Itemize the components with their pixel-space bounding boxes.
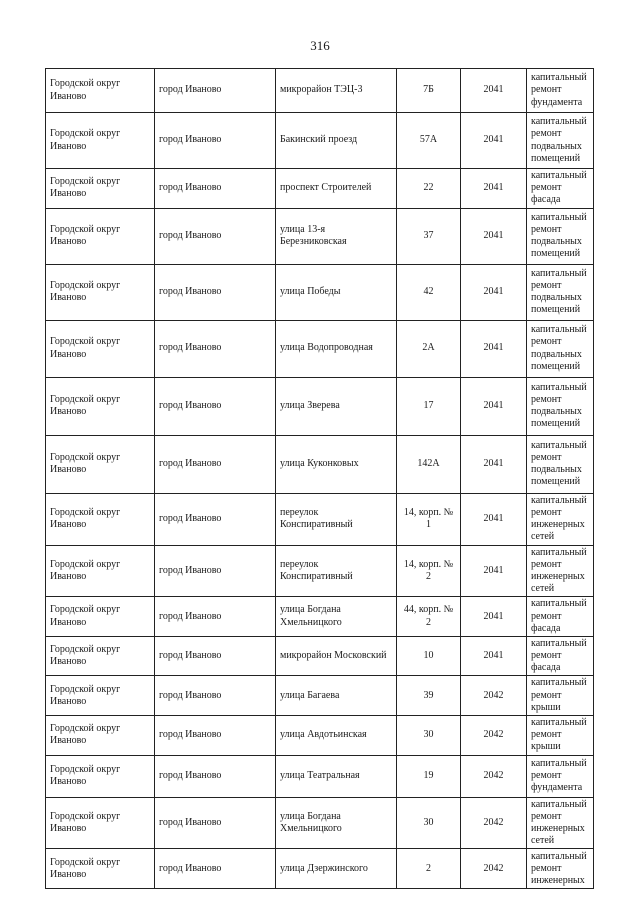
work-type-cell: капитальный ремонт подвальных помещений [527,208,594,264]
house-number-cell: 22 [397,169,461,209]
city-cell: город Иваново [155,113,276,169]
city-cell: город Иваново [155,208,276,264]
house-number-cell: 39 [397,676,461,716]
work-type-cell: капитальный ремонт подвальных помещений [527,435,594,493]
table-row [46,797,594,849]
district-cell: Городской округ Иваново [46,676,155,716]
district-cell: Городской округ Иваново [46,545,155,597]
street-cell: улица Победы [276,264,397,320]
year-cell: 2042 [461,716,527,756]
district-cell: Городской округ Иваново [46,113,155,169]
city-cell: город Иваново [155,849,276,889]
year-cell: 2042 [461,676,527,716]
street-cell: улица 13-я Березниковская [276,208,397,264]
street-cell: улица Багаева [276,676,397,716]
street-cell: улица Зверева [276,377,397,435]
repair-schedule-table [45,68,594,889]
year-cell: 2042 [461,755,527,797]
district-cell: Городской округ Иваново [46,435,155,493]
city-cell: город Иваново [155,755,276,797]
house-number-cell: 57А [397,113,461,169]
city-cell: город Иваново [155,169,276,209]
table-row [46,208,594,264]
year-cell: 2041 [461,636,527,676]
house-number-cell: 19 [397,755,461,797]
district-cell: Городской округ Иваново [46,849,155,889]
district-cell: Городской округ Иваново [46,636,155,676]
house-number-cell: 37 [397,208,461,264]
district-cell: Городской округ Иваново [46,597,155,637]
house-number-cell: 17 [397,377,461,435]
district-cell: Городской округ Иваново [46,377,155,435]
house-number-cell: 30 [397,797,461,849]
street-cell: улица Богдана Хмельницкого [276,597,397,637]
street-cell: Бакинский проезд [276,113,397,169]
year-cell: 2041 [461,320,527,377]
year-cell: 2042 [461,797,527,849]
work-type-cell: капитальный ремонт крыши [527,676,594,716]
district-cell: Городской округ Иваново [46,320,155,377]
district-cell: Городской округ Иваново [46,208,155,264]
year-cell: 2042 [461,849,527,889]
year-cell: 2041 [461,545,527,597]
table-body [46,69,594,889]
table-row [46,716,594,756]
city-cell: город Иваново [155,435,276,493]
city-cell: город Иваново [155,797,276,849]
table-row [46,113,594,169]
house-number-cell: 2А [397,320,461,377]
district-cell: Городской округ Иваново [46,69,155,113]
table-row [46,435,594,493]
district-cell: Городской округ Иваново [46,716,155,756]
street-cell: улица Водопроводная [276,320,397,377]
year-cell: 2041 [461,435,527,493]
year-cell: 2041 [461,597,527,637]
street-cell: улица Дзержинского [276,849,397,889]
street-cell: проспект Строителей [276,169,397,209]
work-type-cell: капитальный ремонт инженерных сетей [527,493,594,545]
street-cell: улица Театральная [276,755,397,797]
street-cell: улица Куконковых [276,435,397,493]
work-type-cell: капитальный ремонт инженерных [527,849,594,889]
year-cell: 2041 [461,493,527,545]
city-cell: город Иваново [155,69,276,113]
city-cell: город Иваново [155,716,276,756]
work-type-cell: капитальный ремонт фасада [527,597,594,637]
house-number-cell: 14, корп. № 1 [397,493,461,545]
work-type-cell: капитальный ремонт фундамента [527,69,594,113]
district-cell: Городской округ Иваново [46,169,155,209]
table-row [46,676,594,716]
city-cell: город Иваново [155,545,276,597]
year-cell: 2041 [461,264,527,320]
work-type-cell: капитальный ремонт фасада [527,636,594,676]
city-cell: город Иваново [155,320,276,377]
city-cell: город Иваново [155,597,276,637]
work-type-cell: капитальный ремонт инженерных сетей [527,797,594,849]
street-cell: улица Авдотьинская [276,716,397,756]
work-type-cell: капитальный ремонт фундамента [527,755,594,797]
year-cell: 2041 [461,69,527,113]
page-number: 316 [310,38,330,53]
street-cell: переулок Конспиративный [276,545,397,597]
table-row [46,320,594,377]
work-type-cell: капитальный ремонт подвальных помещений [527,377,594,435]
house-number-cell: 30 [397,716,461,756]
work-type-cell: капитальный ремонт подвальных помещений [527,264,594,320]
city-cell: город Иваново [155,377,276,435]
table-row [46,169,594,209]
street-cell: улица Богдана Хмельницкого [276,797,397,849]
district-cell: Городской округ Иваново [46,797,155,849]
work-type-cell: капитальный ремонт инженерных сетей [527,545,594,597]
street-cell: микрорайон Московский [276,636,397,676]
work-type-cell: капитальный ремонт подвальных помещений [527,113,594,169]
district-cell: Городской округ Иваново [46,264,155,320]
table-row [46,377,594,435]
street-cell: переулок Конспиративный [276,493,397,545]
house-number-cell: 44, корп. № 2 [397,597,461,637]
year-cell: 2041 [461,169,527,209]
city-cell: город Иваново [155,636,276,676]
work-type-cell: капитальный ремонт крыши [527,716,594,756]
house-number-cell: 42 [397,264,461,320]
table-row [46,493,594,545]
year-cell: 2041 [461,208,527,264]
table-row [46,849,594,889]
city-cell: город Иваново [155,264,276,320]
district-cell: Городской округ Иваново [46,493,155,545]
work-type-cell: капитальный ремонт подвальных помещений [527,320,594,377]
year-cell: 2041 [461,113,527,169]
house-number-cell: 2 [397,849,461,889]
house-number-cell: 10 [397,636,461,676]
district-cell: Городской округ Иваново [46,755,155,797]
table-row [46,755,594,797]
street-cell: микрорайон ТЭЦ-3 [276,69,397,113]
city-cell: город Иваново [155,676,276,716]
house-number-cell: 14, корп. № 2 [397,545,461,597]
city-cell: город Иваново [155,493,276,545]
table-row [46,264,594,320]
table-row [46,545,594,597]
year-cell: 2041 [461,377,527,435]
house-number-cell: 7Б [397,69,461,113]
work-type-cell: капитальный ремонт фасада [527,169,594,209]
house-number-cell: 142А [397,435,461,493]
table-row [46,636,594,676]
table-row [46,69,594,113]
table-row [46,597,594,637]
